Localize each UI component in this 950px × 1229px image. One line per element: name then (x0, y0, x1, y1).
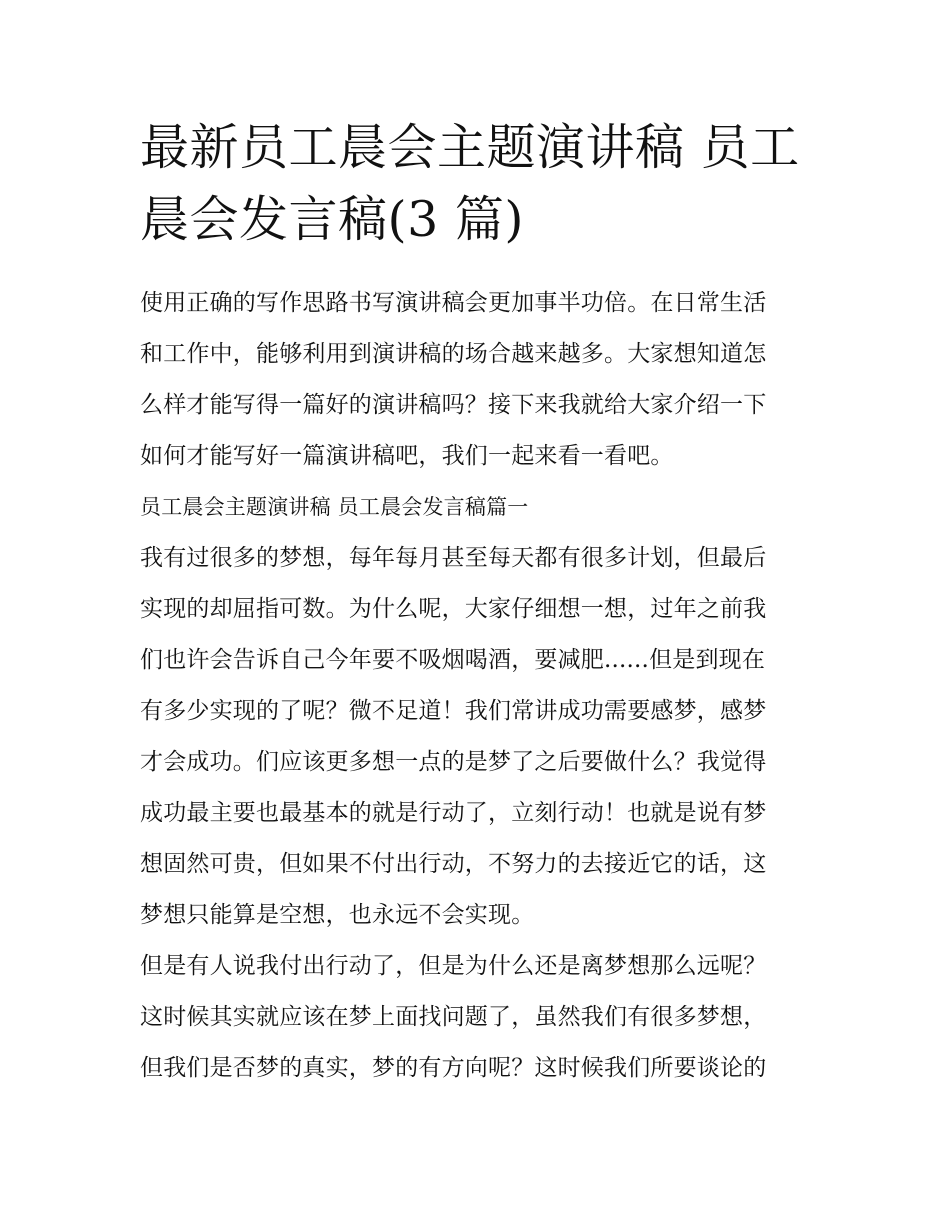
paragraph-1-line-5: 才会成功。们应该更多想一点的是梦了之后要做什么？我觉得 (140, 749, 767, 775)
paragraph-1-line-3: 们也许会告诉自己今年要不吸烟喝酒，要减肥......但是到现在 (140, 647, 766, 673)
paragraph-1-line-7: 想固然可贵，但如果不付出行动，不努力的去接近它的话，这 (140, 851, 767, 877)
title-line-2: 晨会发言稿(3 篇) (140, 191, 524, 248)
paragraph-1-line-8: 梦想只能算是空想，也永远不会实现。 (140, 902, 535, 928)
paragraph-1-line-4: 有多少实现的了呢？微不足道！我们常讲成功需要感梦，感梦 (140, 698, 767, 724)
section-heading: 员工晨会主题演讲稿 员工晨会发言稿篇一 (140, 495, 529, 519)
document-body (140, 278, 820, 1094)
document-title (140, 112, 820, 256)
paragraph-1 (140, 533, 820, 941)
paragraph-1-line-6: 成功最主要也最基本的就是行动了，立刻行动！也就是说有梦 (140, 800, 767, 826)
intro-line-2: 和工作中，能够利用到演讲稿的场合越来越多。大家想知道怎 (140, 341, 767, 367)
paragraph-2-line-3: 但我们是否梦的真实，梦的有方向呢？这时候我们所要谈论的 (140, 1055, 767, 1081)
title-line-1: 最新员工晨会主题演讲稿 员工 (140, 119, 800, 176)
paragraph-1-line-2: 实现的却屈指可数。为什么呢，大家仔细想一想，过年之前我 (140, 596, 767, 622)
paragraph-2-line-1: 但是有人说我付出行动了，但是为什么还是离梦想那么远呢？ (140, 953, 767, 979)
paragraph-1-line-1: 我有过很多的梦想，每年每月甚至每天都有很多计划，但最后 (140, 545, 767, 571)
intro-line-1: 使用正确的写作思路书写演讲稿会更加事半功倍。在日常生活 (140, 290, 767, 316)
intro-paragraph (140, 278, 820, 482)
intro-line-4: 如何才能写好一篇演讲稿吧，我们一起来看一看吧。 (140, 443, 674, 469)
paragraph-2 (140, 941, 820, 1094)
intro-line-3: 么样才能写得一篇好的演讲稿吗？接下来我就给大家介绍一下 (140, 392, 767, 418)
paragraph-2-line-2: 这时候其实就应该在梦上面找问题了，虽然我们有很多梦想， (140, 1004, 767, 1030)
